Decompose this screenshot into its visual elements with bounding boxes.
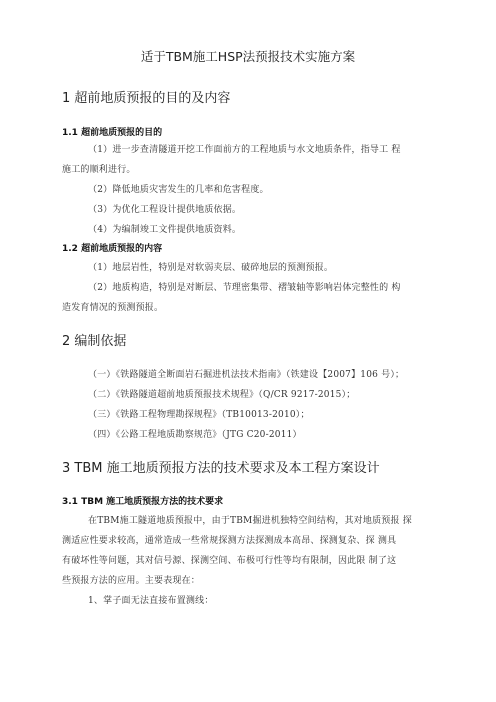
section-3-heading: 3 TBM 施工地质预报方法的技术要求及本工程方案设计 (62, 461, 380, 476)
reference-item: （三）《铁路工程物理勘探规程》（TB10013-2010）； (88, 410, 310, 420)
paragraph-line: 施工的顺利进行。 (62, 165, 136, 175)
reference-item: （四）《公路工程地质勘察规范》（JTG C20-2011） (88, 430, 302, 440)
paragraph-line: （4）为编制竣工文件提供地质资料。 (88, 225, 242, 235)
paragraph-line: （2）地质构造，特别是对断层、节理密集带、褶皱轴等影响岩体完整性的 构 (88, 283, 401, 293)
paragraph-line: （1）进一步查清隧道开挖工作面前方的工程地质与水文地质条件，指导工 程 (88, 145, 401, 155)
paragraph-line: 造发育情况的预测预报。 (62, 303, 164, 313)
paragraph-line: 在TBM施工隧道地质预报中，由于TBM掘进机独特空间结构，其对地质预报 探 (88, 516, 412, 526)
section-2-heading: 2 编制依据 (62, 334, 127, 349)
document-title: 适于TBM施工HSP法预报技术实施方案 (140, 49, 356, 64)
section-1-heading: 1 超前地质预报的目的及内容 (62, 91, 231, 106)
paragraph-line: （3）为优化工程设计提供地质依据。 (88, 205, 242, 215)
section-1-1-heading: 1.1 超前地质预报的目的 (62, 128, 163, 138)
paragraph-line: 些预报方法的应用。主要表现在： (62, 576, 201, 586)
section-1-2-heading: 1.2 超前地质预报的内容 (62, 244, 163, 254)
list-item: 1、掌子面无法直接布置测线： (88, 596, 214, 606)
section-3-1-heading: 3.1 TBM 施工地质预报方法的技术要求 (62, 497, 224, 507)
reference-item: （二）《铁路隧道超前地质预报技术规程》（Q/CR 9217-2015）； (88, 390, 356, 400)
paragraph-line: （2）降低地质灾害发生的几率和危害程度。 (88, 185, 269, 195)
paragraph-line: （1）地层岩性，特别是对软弱夹层、破碎地层的预测预报。 (88, 263, 334, 273)
reference-item: （一）《铁路隧道全断面岩石掘进机法技术指南》（铁建设【2007】106 号）； (88, 370, 405, 380)
paragraph-line: 测适应性要求较高，通常造成一些常规探测方法探测成本高昂、探测复杂、探 测具 (62, 536, 397, 546)
paragraph-line: 有破坏性等问题，其对信号源、探测空间、布极可行性等均有限制，因此限 制了这 (62, 556, 397, 566)
